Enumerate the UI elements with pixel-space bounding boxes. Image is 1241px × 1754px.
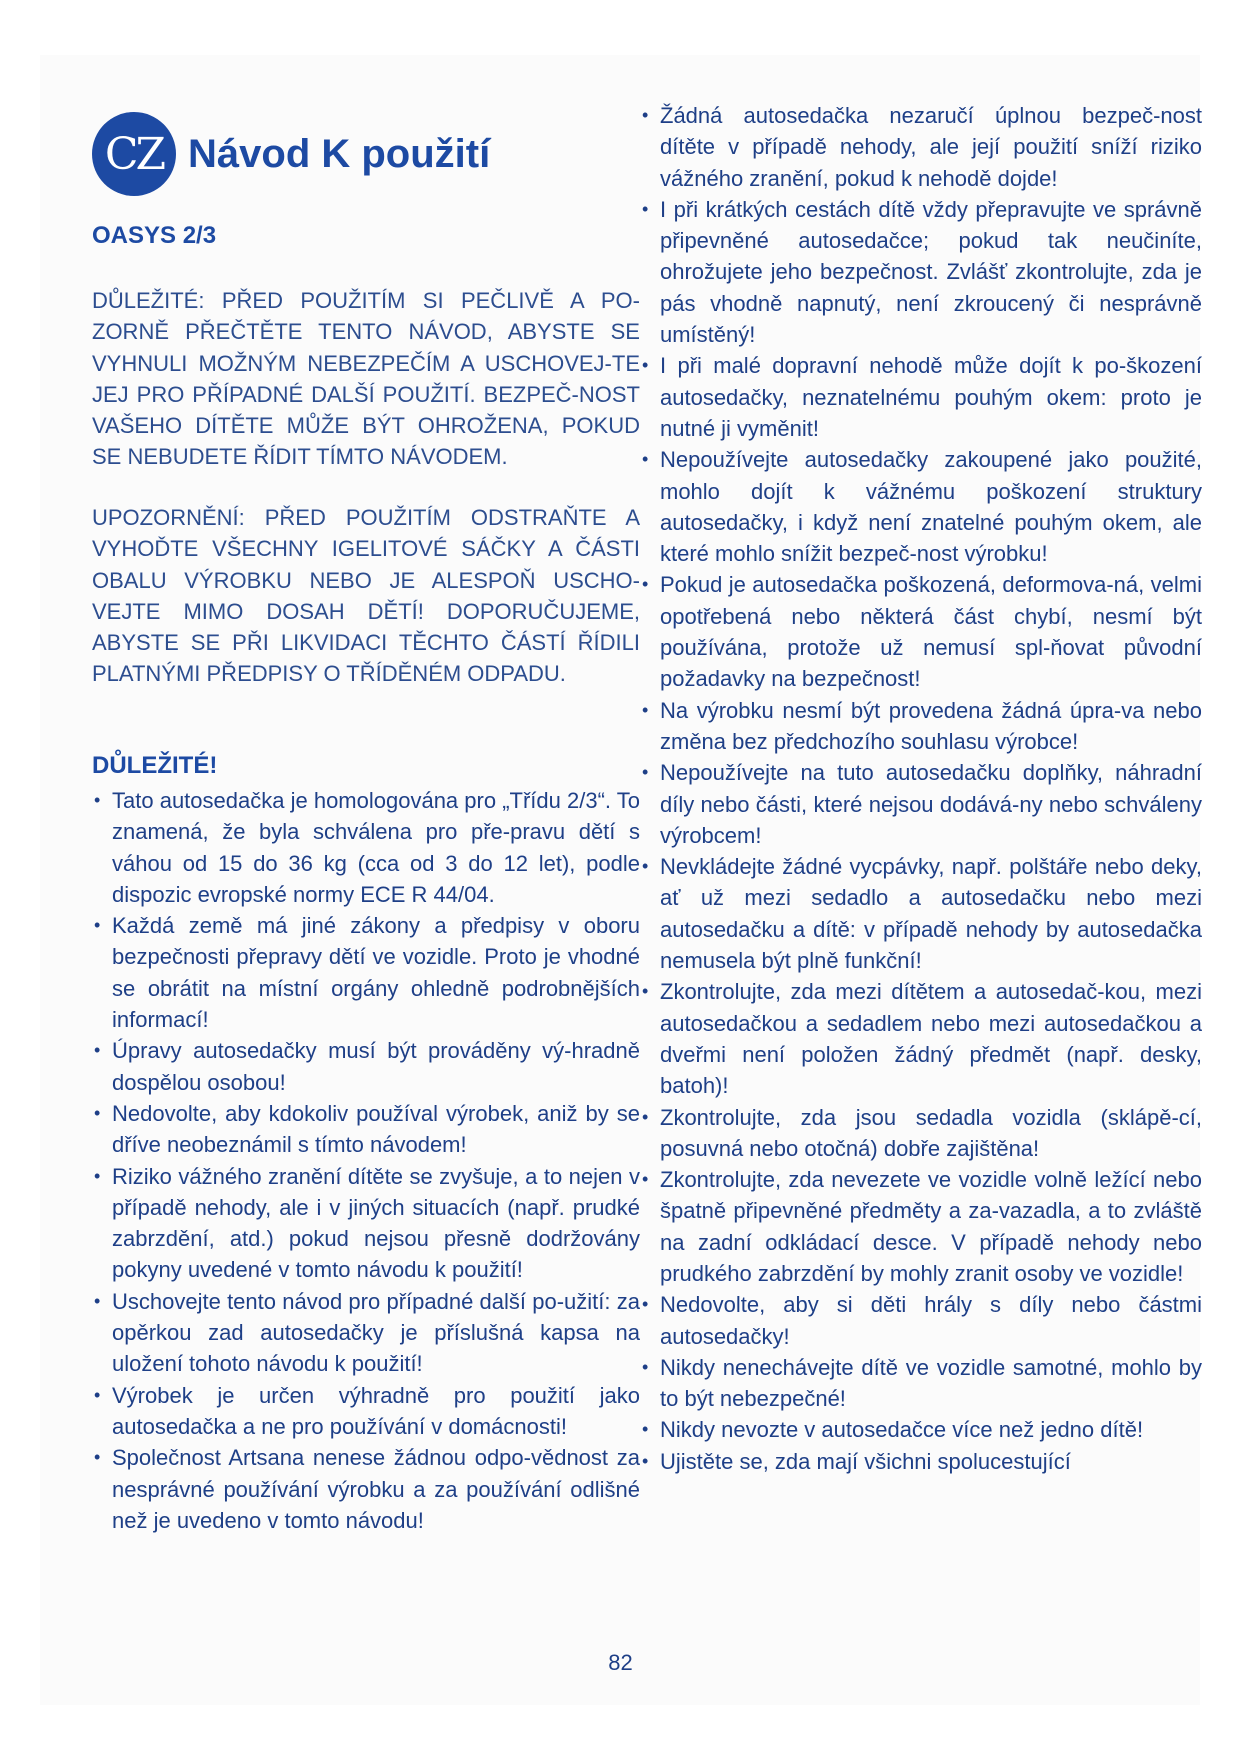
product-name: OASYS 2/3 [92, 222, 217, 249]
header [92, 112, 490, 196]
list-item: • Každá země má jiné zákony a předpisy v oboru bezpečnosti přepravy dětí ve vozidle. Proto je vhodné se obrátit na místní orgány ohledně podrobnějších informací! [92, 910, 640, 1035]
list-item: • Pokud je autosedačka poškozená, deformova-ná, velmi opotřebená nebo některá část chybí, nesmí být používána, protože už nemusí spl-ňovat původní požadavky na bezpečnost! [640, 569, 1202, 694]
list-item: • Nepoužívejte na tuto autosedačku doplňky, náhradní díly nebo části, které nejsou dodává-ny nebo schváleny výrobcem! [640, 757, 1202, 851]
important-warning: DŮLEŽITÉ: PŘED POUŽITÍM SI PEČLIVĚ A PO-ZORNĚ PŘEČTĚTE TENTO NÁVOD, ABYSTE SE VYHNULI MOŽNÝM NEBEZPEČÍM A USCHOVEJ-TE JEJ PRO PŘÍPADNÉ DALŠÍ POUŽITÍ. BEZPEČ-NOST VAŠEHO DÍTĚTE MŮŽE BÝT OHROŽENA, POKUD SE NEBUDETE ŘÍDIT TÍMTO NÁVODEM. [92, 288, 640, 470]
list-item: • Nikdy nevozte v autosedačce více než jedno dítě! [640, 1414, 1202, 1445]
list-item: • Zkontrolujte, zda mezi dítětem a autosedač-kou, mezi autosedačkou a sedadlem nebo mezi autosedačkou a dveřmi není položen žádný předmět (např. desky, batoh)! [640, 976, 1202, 1101]
list-item: • I při krátkých cestách dítě vždy přepravujte ve správně připevněné autosedačce; pokud tak neučiníte, ohrožujete jeho bezpečnost. Zvlášť zkontrolujte, zda je pás vhodně napnutý, není zkroucený či nesprávně umístěný! [640, 194, 1202, 350]
important-heading: DŮLEŽITÉ! [92, 752, 218, 779]
list-item: • Nevkládejte žádné vycpávky, např. polštáře nebo deky, ať už mezi sedadlo a autosedačku nebo mezi autosedačku a dítě: v případě nehody by autosedačka nemusela být plně funkční! [640, 851, 1202, 976]
list-item: • Na výrobku nesmí být provedena žádná úpra-va nebo změna bez předchozího souhlasu výrobce! [640, 695, 1202, 758]
list-item: • I při malé dopravní nehodě může dojít k po-škození autosedačky, neznatelnému pouhým okem: proto je nutné ji vyměnit! [640, 350, 1202, 444]
list-item: • Zkontrolujte, zda jsou sedadla vozidla (sklápě-cí, posuvná nebo otočná) dobře zajištěna! [640, 1102, 1202, 1165]
list-item: • Nedovolte, aby kdokoliv používal výrobek, aniž by se dříve neobeznámil s tímto návodem! [92, 1098, 640, 1161]
list-item: • Zkontrolujte, zda nevezete ve vozidle volně ležící nebo špatně připevněné předměty a za-vazadla, a to zvláště na zadní odkládací desce. V případě nehody nebo prudkého zabrzdění by mohly zranit osoby ve vozidle! [640, 1164, 1202, 1289]
list-item: • Riziko vážného zranění dítěte se zvyšuje, a to nejen v případě nehody, ale i v jiných situacích (např. prudké zabrzdění, atd.) pokud nejsou přesně dodržovány pokyny uvedené v tomto návodu k použití! [92, 1161, 640, 1286]
list-item: • Nedovolte, aby si děti hrály s díly nebo částmi autosedačky! [640, 1289, 1202, 1352]
list-item: • Úpravy autosedačky musí být prováděny vý-hradně dospělou osobou! [92, 1035, 640, 1098]
packaging-warning: UPOZORNĚNÍ: PŘED POUŽITÍM ODSTRAŇTE A VYHOĎTE VŠECHNY IGELITOVÉ SÁČKY A ČÁSTI OBALU VÝROBKU NEBO JE ALESPOŇ USCHO-VEJTE MIMO DOSAH DĚTÍ! DOPORUČUJEME, ABYSTE SE PŘI LIKVIDACI TĚCHTO ČÁSTÍ ŘÍDILI PLATNÝMI PŘEDPISY O TŘÍDĚNÉM ODPADU. [92, 505, 640, 687]
list-item: • Výrobek je určen výhradně pro použití jako autosedačka a ne pro používání v domácnosti! [92, 1380, 640, 1443]
list-item: • Uschovejte tento návod pro případné další po-užití: za opěrkou zad autosedačky je příslušná kapsa na uložení tohoto návodu k použití! [92, 1286, 640, 1380]
page-title: Návod K použití [188, 131, 491, 176]
page-number: 82 [608, 1650, 633, 1675]
list-item: • Ujistěte se, zda mají všichni spolucestující [640, 1446, 1202, 1477]
right-instruction-list [640, 100, 1202, 1477]
list-item: • Nepoužívejte autosedačky zakoupené jako použité, mohlo dojít k vážnému poškození struktury autosedačky, i když není znatelné pouhým okem, ale které mohlo snížit bezpeč-nost výrobku! [640, 444, 1202, 569]
left-instruction-list [92, 785, 640, 1536]
list-item: • Společnost Artsana nenese žádnou odpo-vědnost za nesprávné používání výrobku a za používání odlišné než je uvedeno v tomto návodu! [92, 1442, 640, 1536]
list-item: • Žádná autosedačka nezaručí úplnou bezpeč-nost dítěte v případě nehody, ale její použití sníží riziko vážného zranění, pokud k nehodě dojde! [640, 100, 1202, 194]
list-item: • Tato autosedačka je homologována pro „Třídu 2/3“. To znamená, že byla schválena pro pře-pravu dětí s váhou od 15 do 36 kg (cca od 3 do 12 let), podle dispozic evropské normy ECE R 44/04. [92, 785, 640, 910]
list-item: • Nikdy nenechávejte dítě ve vozidle samotné, mohlo by to být nebezpečné! [640, 1352, 1202, 1415]
language-badge: CZ [92, 112, 176, 196]
